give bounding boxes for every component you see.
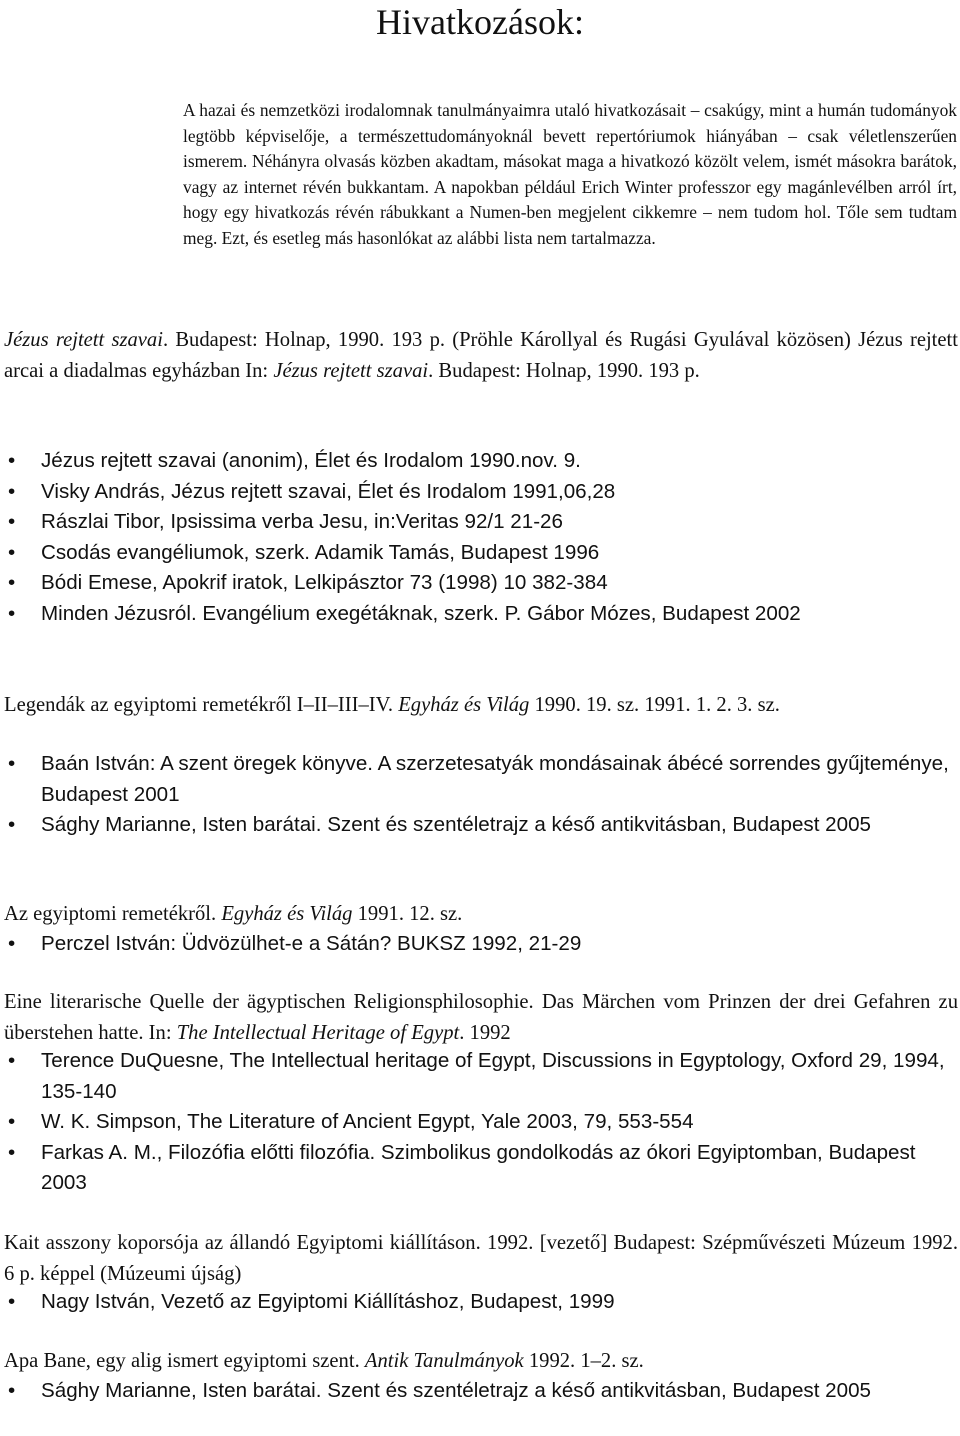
- citation-text: Sághy Marianne, Isten barátai. Szent és szentéletrajz a késő antikvitásban, Budapest 2005: [41, 813, 871, 836]
- entry-text: Apa Bane, egy alig ismert egyiptomi szent.: [4, 1350, 365, 1372]
- citation-item: [0, 599, 958, 630]
- citation-list: [0, 749, 958, 841]
- bullet-icon: •: [8, 449, 16, 472]
- bullet-icon: •: [8, 510, 16, 533]
- citation-text: Baán István: A szent öregek könyve. A szerzetesatyák mondásainak ábécé sorrendes gyűjteménye, Budapest 2001: [41, 752, 949, 806]
- publication-entry: [4, 690, 958, 721]
- citation-text: Farkas A. M., Filozófia előtti filozófia. Szimbolikus gondolkodás az ókori Egyiptomban, Budapest 2003: [41, 1140, 916, 1194]
- bullet-icon: •: [8, 540, 16, 564]
- citation-text: Terence DuQuesne, The Intellectual heritage of Egypt, Discussions in Egyptology, Oxford 29, 1994, 135-140: [41, 1049, 945, 1103]
- citation-list: [0, 446, 958, 629]
- bullet-icon: •: [8, 1110, 16, 1133]
- journal-title-italic: Antik Tanulmányok: [364, 1350, 524, 1372]
- entry-text: Legendák az egyiptomi remetékről I–II–III–IV.: [4, 694, 399, 716]
- bullet-icon: •: [8, 752, 16, 775]
- citation-list: [0, 1287, 958, 1318]
- citation-text: Csodás evangéliumok, szerk. Adamik Tamás, Budapest 1996: [41, 540, 600, 564]
- citation-item: [0, 1046, 958, 1107]
- bullet-icon: •: [8, 813, 16, 836]
- citation-item: [0, 1138, 958, 1199]
- citation-item: [0, 1107, 958, 1138]
- journal-title-italic: Jézus rejtett szavai: [273, 359, 429, 382]
- entry-text: 1991. 12. sz.: [352, 903, 463, 925]
- bullet-icon: •: [8, 479, 16, 503]
- citation-item: [0, 1376, 958, 1407]
- citation-item: [0, 507, 958, 538]
- bullet-icon: •: [8, 1049, 16, 1072]
- entry-text: . 1992: [459, 1021, 511, 1044]
- entry-text: Az egyiptomi remetékről.: [4, 903, 222, 925]
- citation-list: [0, 1046, 958, 1199]
- entry-text: Kait asszony koporsója az állandó Egyiptomi kiállításon. 1992. [vezető] Budapest: Szépművészeti Múzeum 1992. 6 p. képpel (Múzeumi újság): [4, 1232, 958, 1285]
- citation-list: [0, 1376, 958, 1407]
- publication-entry: [4, 325, 958, 386]
- citation-item: [0, 446, 958, 477]
- journal-title-italic: Egyház és Világ: [398, 694, 530, 716]
- publication-entry: [4, 1228, 958, 1289]
- entry-text: . Budapest: Holnap, 1990. 193 p. (Pröhle Károllyal és Rugási Gyulával közösen) Jézus rejtett arcai a diadalmas egyházban In:: [4, 329, 958, 382]
- publication-entry: [4, 899, 958, 930]
- citation-text: W. K. Simpson, The Literature of Ancient Egypt, Yale 2003, 79, 553-554: [41, 1110, 694, 1133]
- entry-text: 1992. 1–2. sz.: [523, 1350, 644, 1372]
- publication-entry: [4, 1346, 958, 1377]
- citation-item: [0, 929, 958, 960]
- entry-text: . Budapest: Holnap, 1990. 193 p.: [428, 359, 700, 382]
- citation-text: Sághy Marianne, Isten barátai. Szent és szentéletrajz a késő antikvitásban, Budapest 2005: [41, 1379, 871, 1402]
- bullet-icon: •: [8, 1290, 16, 1313]
- entry-text: 1990. 19. sz. 1991. 1. 2. 3. sz.: [529, 694, 780, 716]
- bullet-icon: •: [8, 1379, 16, 1402]
- entry-text: Eine literarische Quelle der ägyptischen Religionsphilosophie. Das Märchen vom Prinzen der drei Gefahren zu überstehen hatte. In:: [4, 991, 958, 1044]
- bullet-icon: •: [8, 601, 16, 625]
- citation-text: Perczel István: Üdvözülhet-e a Sátán? BUKSZ 1992, 21-29: [41, 932, 582, 955]
- bullet-icon: •: [8, 571, 16, 594]
- citation-text: Nagy István, Vezető az Egyiptomi Kiállításhoz, Budapest, 1999: [41, 1290, 615, 1313]
- publication-entry: [4, 987, 958, 1048]
- citation-item: [0, 810, 958, 841]
- citation-item: [0, 568, 958, 599]
- citation-item: [0, 477, 958, 508]
- bullet-icon: •: [8, 932, 16, 955]
- citation-item: [0, 1287, 958, 1318]
- citation-item: [0, 749, 958, 810]
- citation-list: [0, 929, 958, 960]
- citation-item: [0, 538, 958, 569]
- journal-title-italic: Jézus rejtett szavai: [4, 329, 163, 351]
- citation-text: Minden Jézusról. Evangélium exegétáknak, szerk. P. Gábor Mózes, Budapest 2002: [41, 601, 801, 625]
- citation-text: Bódi Emese, Apokrif iratok, Lelkipásztor 73 (1998) 10 382-384: [41, 571, 608, 594]
- intro-paragraph: A hazai és nemzetközi irodalomnak tanulmányaimra utaló hivatkozásait – csakúgy, mint a humán tudományok legtöbb képviselője, a természettudományoknál bevett repertóriumok hiányában – csak véletlenszerűen ismerem. Néhányra olvasás közben akadtam, másokat maga a hivatkozó közölt velem, ismét másokra barátok, vagy az internet révén bukkantam. A napokban például Erich Winter professzor egy magánlevélben arról írt, hogy egy hivatkozás révén rábukkant a Numen-ben megjelent cikkemre – nem tudom hol. Tőle sem tudtam meg. Ezt, és esetleg más hasonlókat az alábbi lista nem tartalmazza.: [183, 100, 957, 248]
- citation-text: Rászlai Tibor, Ipsissima verba Jesu, in:Veritas 92/1 21-26: [41, 510, 563, 533]
- citation-text: Jézus rejtett szavai (anonim), Élet és Irodalom 1990.nov. 9.: [41, 449, 581, 472]
- journal-title-italic: The Intellectual Heritage of Egypt: [176, 1021, 460, 1044]
- page-title: Hivatkozások:: [376, 2, 584, 42]
- bullet-icon: •: [8, 1140, 16, 1164]
- journal-title-italic: Egyház és Világ: [221, 903, 353, 925]
- citation-text: Visky András, Jézus rejtett szavai, Élet és Irodalom 1991,06,28: [41, 479, 616, 503]
